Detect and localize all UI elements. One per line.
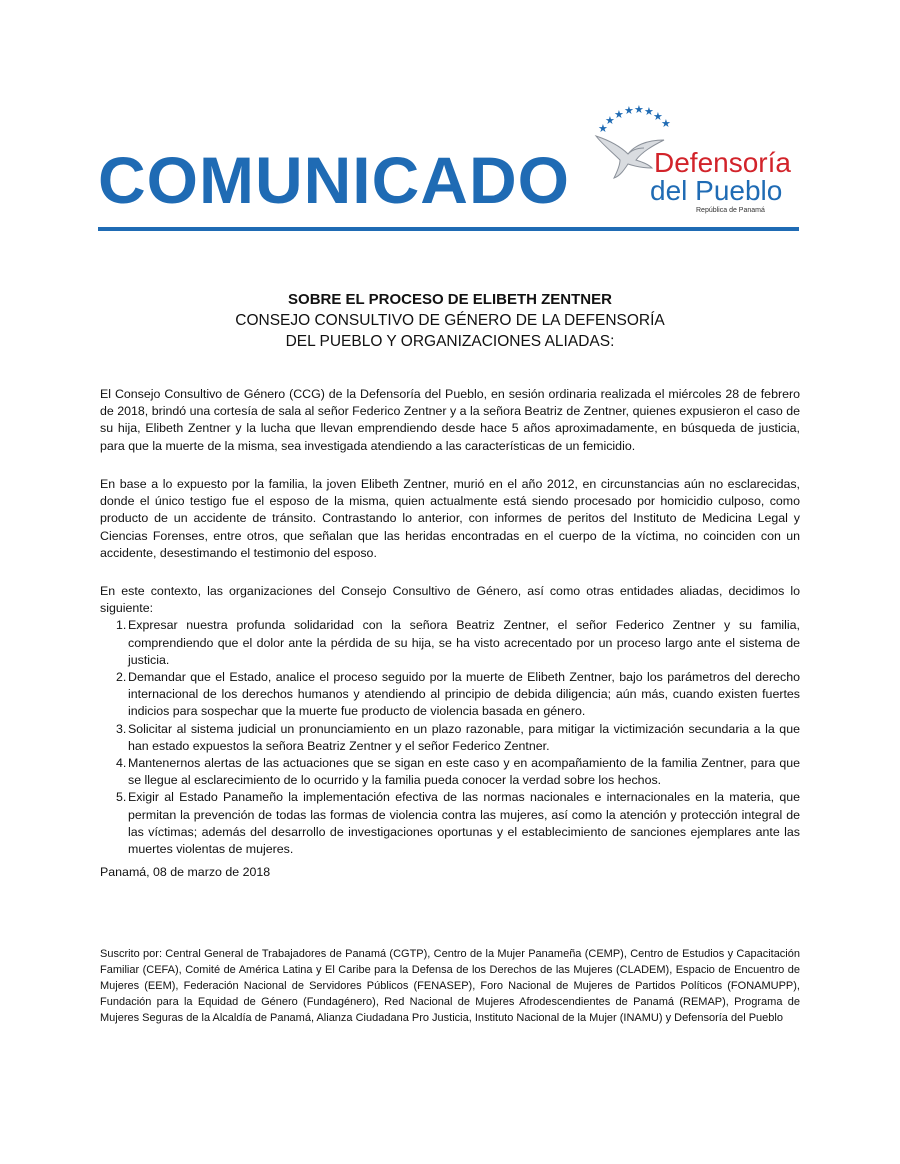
list-item-text: Solicitar al sistema judicial un pronunciamiento en un plazo razonable, para mitigar la victimización secundaria a la que han estado expuestos la señora Beatriz Zentner y el señor Federico Zentner. — [128, 721, 800, 753]
logo-subtitle: República de Panamá — [696, 207, 765, 214]
subject-line-2: CONSEJO CONSULTIVO DE GÉNERO DE LA DEFENSORÍA — [235, 312, 665, 329]
paragraph-3: En este contexto, las organizaciones del Consejo Consultivo de Género, así como otras entidades aliadas, decidimos lo siguiente: — [100, 584, 800, 616]
list-item — [100, 721, 800, 755]
stars-arc-icon: ★ ★ ★ ★ ★ ★ ★ ★ — [598, 104, 671, 135]
list-item-number: 4. — [116, 756, 127, 771]
list-item-text: Demandar que el Estado, analice el proceso seguido por la muerte de Elibeth Zentner, bajo los parámetros del derecho internacional de los derechos humanos y atendiendo al principio de debida diligencia; aún más, cuando existen fuertes indicios para sospechar que la muerte fue producto de violencia basada en género. — [128, 670, 800, 719]
list-item-number: 2. — [116, 670, 127, 685]
document-title: COMUNICADO — [98, 143, 570, 217]
defensoria-logo — [588, 104, 798, 220]
list-item-text: Mantenernos alertas de las actuaciones que se sigan en este caso y en acompañamiento de la familia Zentner, para que se llegue al esclarecimiento de lo ocurrido y la familia pueda conocer la verdad sobre los hechos. — [128, 756, 800, 788]
resolutions-list — [100, 617, 800, 858]
subject-heading — [100, 290, 800, 352]
paragraph-1: El Consejo Consultivo de Género (CCG) de la Defensoría del Pueblo, en sesión ordinaria realizada el miércoles 28 de febrero de 2018, brindó una cortesía de sala al señor Federico Zentner y a la señora Beatriz de Zentner, quienes expusieron el caso de su hija, Elibeth Zentner y la lucha que llevan emprendiendo desde hace 5 años aproximadamente, en búsqueda de justicia, para que la muerte de la misma, sea investigada atendiendo a las características de un femicidio. — [100, 387, 800, 453]
subject-title: SOBRE EL PROCESO DE ELIBETH ZENTNER — [288, 291, 612, 308]
list-item — [100, 755, 800, 789]
paragraph-2: En base a lo expuesto por la familia, la joven Elibeth Zentner, murió en el año 2012, en circunstancias aún no esclarecidas, donde el único testigo fue el esposo de la misma, quien actualmente está siendo procesado por homicidio culposo, como producto de un accidente de tránsito. Contrastando lo anterior, con informes de peritos del Instituto de Medicina Legal y Ciencias Forenses, entre otros, que señalan que las heridas encontradas en el cuerpo de la víctima, no coinciden con un accidente, desestimando el testimonio del esposo. — [100, 477, 800, 560]
list-item-text: Expresar nuestra profunda solidaridad con la señora Beatriz Zentner, el señor Federico Zentner y su familia, comprendiendo que el dolor ante la pérdida de su hija, se ha visto acrecentado por un proceso largo ante el sistema de justicia. — [128, 618, 800, 667]
list-item — [100, 789, 800, 858]
list-item-number: 5. — [116, 790, 127, 805]
signatories-footer: Suscrito por: Central General de Trabajadores de Panamá (CGTP), Centro de la Mujer Panameña (CEMP), Centro de Estudios y Capacitación Familiar (CEFA), Comité de América Latina y El Caribe para la Defensa de los Derechos de las Mujeres (CLADEM), Espacio de Encuentro de Mujeres (EEM), Federación Nacional de Servidores Públicos (FENASEP), Foro Nacional de Mujeres de Partidos Políticos (FONAMUPP), Fundación para la Equidad de Género (Fundagénero), Red Nacional de Mujeres Afrodescendientes de Panamá (REMAP), Programa de Mujeres Seguras de la Alcaldía de Panamá, Alianza Ciudadana Pro Justicia, Instituto Nacional de la Mujer (INAMU) y Defensoría del Pueblo — [100, 948, 800, 1024]
list-item-number: 1. — [116, 618, 127, 633]
logo-name-line1: Defensoría — [654, 147, 791, 178]
list-item-number: 3. — [116, 721, 127, 736]
subject-line-3: DEL PUEBLO Y ORGANIZACIONES ALIADAS: — [285, 333, 615, 350]
list-item-text: Exigir al Estado Panameño la implementación efectiva de las normas nacionales e internacionales en la materia, que permitan la prevención de todas las formas de violencia contra las mujeres, así como la atención y protección integral de las víctimas; además del desarrollo de investigaciones oportunas y el establecimiento de sanciones ejemplares ante las muertes violentas de mujeres. — [128, 790, 800, 857]
document-date: Panamá, 08 de marzo de 2018 — [100, 865, 271, 879]
list-item — [100, 669, 800, 721]
header-divider — [98, 227, 799, 231]
list-item — [100, 617, 800, 669]
logo-name-line2: del Pueblo — [650, 175, 783, 206]
resolutions-section — [100, 583, 800, 858]
